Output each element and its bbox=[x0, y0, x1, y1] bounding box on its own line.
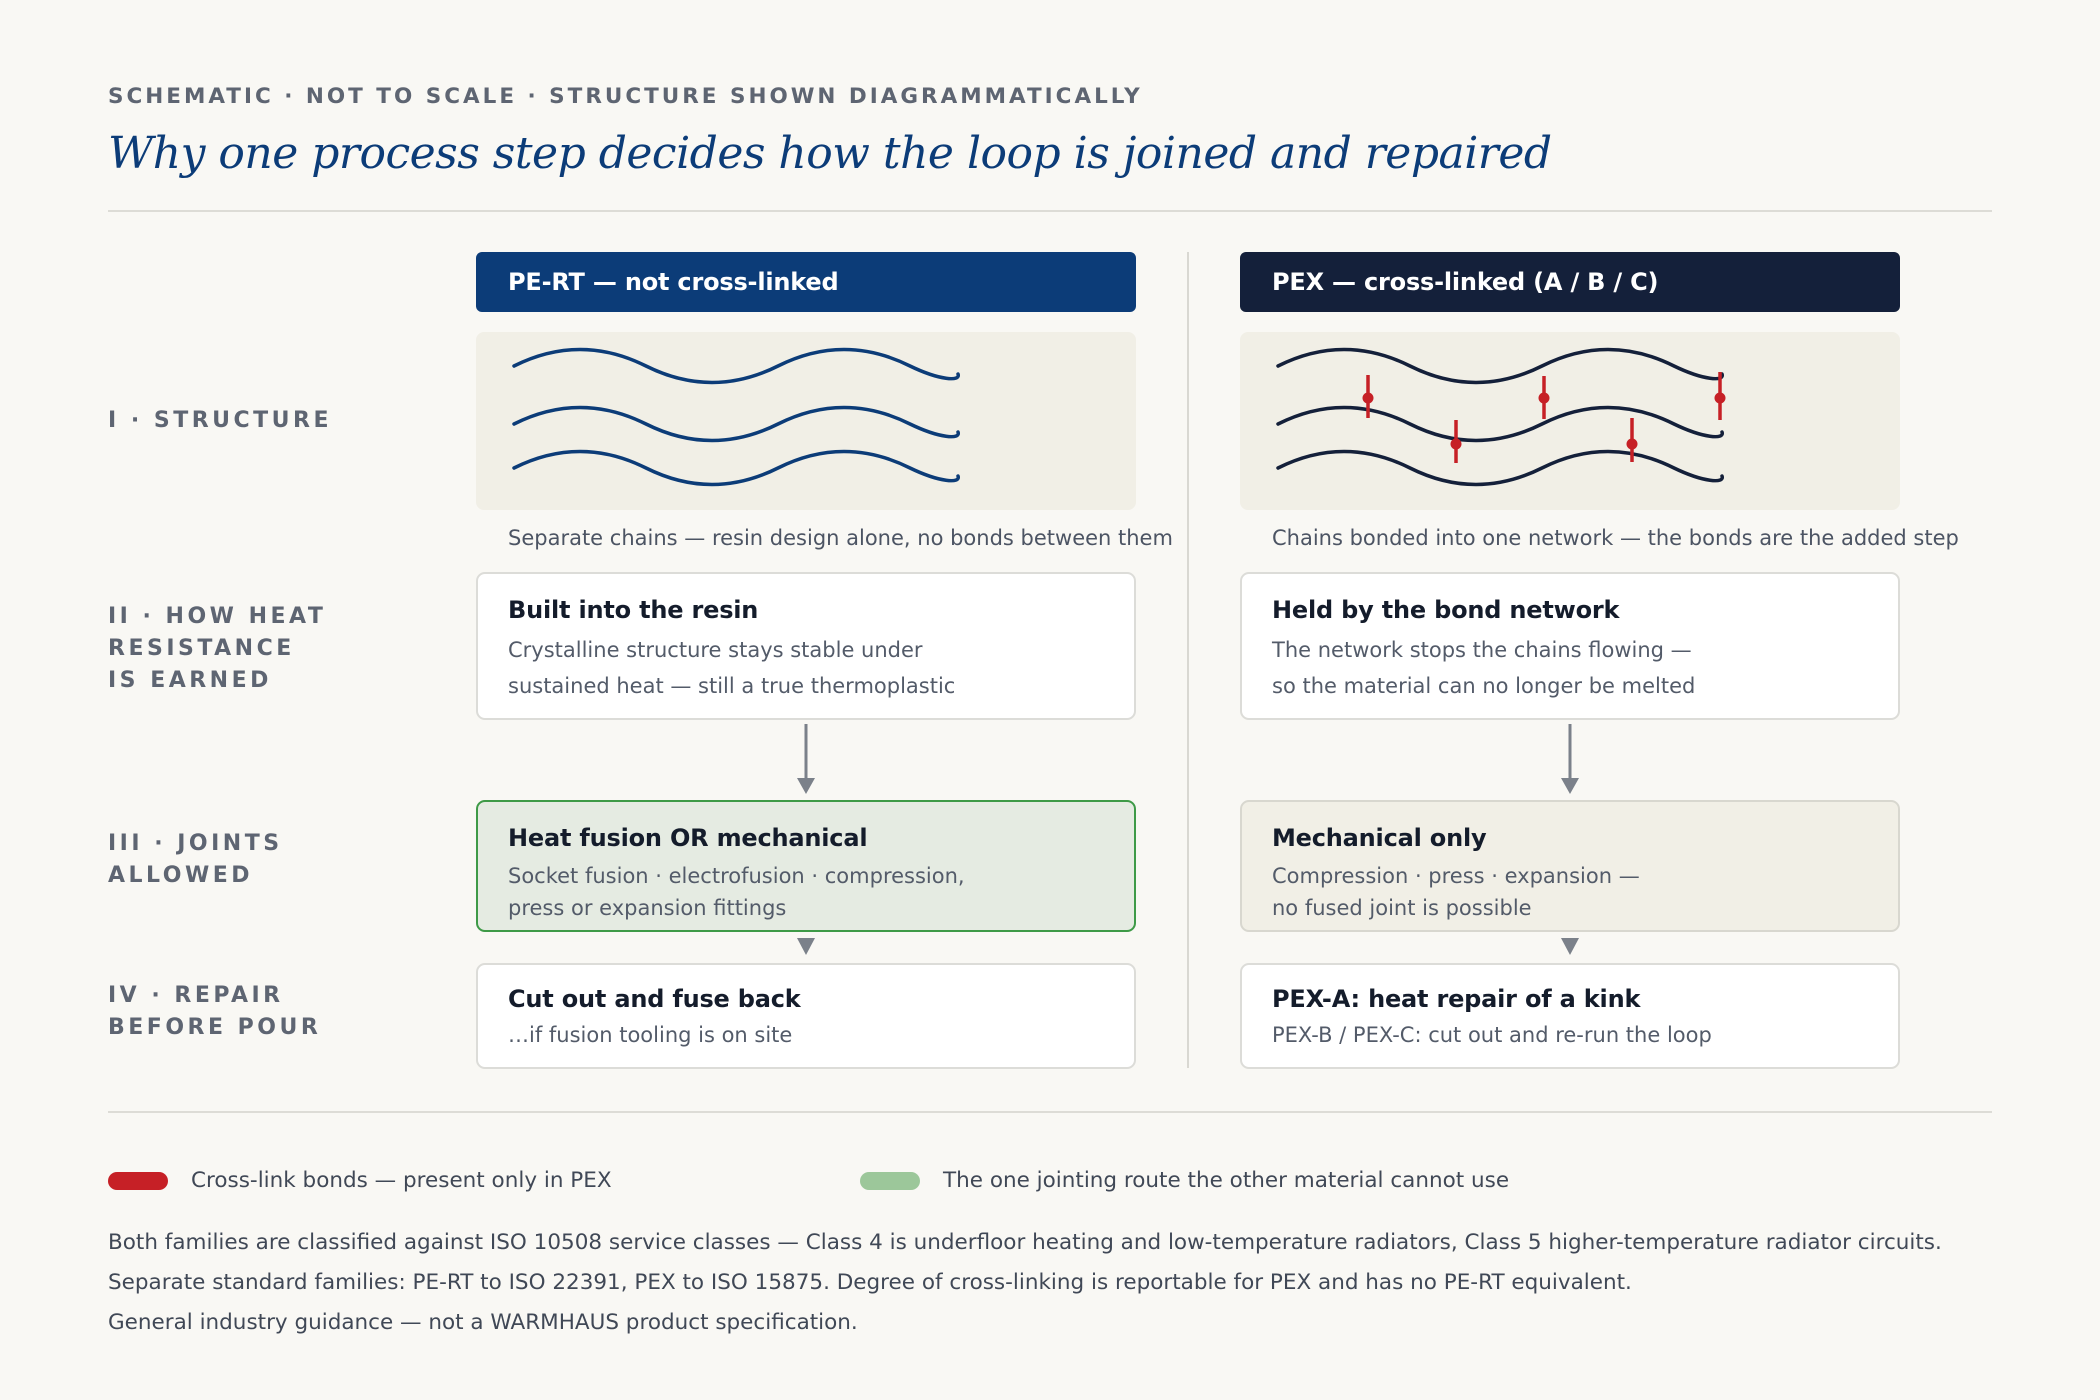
footnote-service-classes: Both families are classified against ISO 10508 service classes — Class 4 is underfloor heating and low-temperature radiators, Class 5 higher-temperature radiator circuits. bbox=[108, 1230, 1942, 1255]
pex-joints-card bbox=[1240, 800, 1900, 932]
pex-repair-line-1: PEX-B / PEX-C: cut out and re-run the loop bbox=[1272, 1023, 1712, 1047]
pex-chain-1 bbox=[1278, 350, 1722, 383]
pert-chains-illustration bbox=[476, 332, 1136, 510]
row-label-heat-resistance: II · HOW HEAT RESISTANCE IS EARNED bbox=[108, 604, 327, 693]
footnote-standards: Separate standard families: PE-RT to ISO 22391, PEX to ISO 15875. Degree of cross-linking is reportable for PEX and has no PE-RT equivalent. bbox=[108, 1270, 1632, 1295]
pex-chain-2 bbox=[1278, 408, 1722, 441]
pex-arrow-down-1 bbox=[1560, 724, 1580, 796]
pex-heat-line-2: so the material can no longer be melted bbox=[1272, 674, 1696, 698]
pert-repair-card bbox=[476, 963, 1136, 1069]
pert-joints-line-2: press or expansion fittings bbox=[508, 896, 787, 920]
top-divider bbox=[108, 210, 1992, 212]
bottom-divider bbox=[108, 1111, 1992, 1113]
pert-chain-2 bbox=[514, 408, 958, 441]
green-route-legend-swatch bbox=[860, 1172, 920, 1190]
footnote-disclaimer: General industry guidance — not a WARMHAUS product specification. bbox=[108, 1310, 858, 1335]
crosslink-legend-swatch bbox=[108, 1172, 168, 1190]
pert-heat-line-2: sustained heat — still a true thermoplastic bbox=[508, 674, 956, 698]
pert-repair-line-1: …if fusion tooling is on site bbox=[508, 1023, 793, 1047]
pert-structure-caption: Separate chains — resin design alone, no bonds between them bbox=[508, 526, 1173, 550]
pert-heat-line-1: Crystalline structure stays stable under bbox=[508, 638, 923, 662]
pex-repair-card bbox=[1240, 963, 1900, 1069]
pex-arrow-down-2 bbox=[1560, 936, 1580, 958]
pert-column-header: PE-RT — not cross-linked bbox=[476, 252, 1136, 312]
row-label-joints: III · JOINTS ALLOWED bbox=[108, 831, 283, 888]
pert-heat-title: Built into the resin bbox=[508, 596, 759, 624]
pert-arrow-down-1 bbox=[796, 724, 816, 796]
pex-chain-3 bbox=[1278, 452, 1722, 485]
pert-joints-title: Heat fusion OR mechanical bbox=[508, 824, 868, 852]
row-label-repair: IV · REPAIR BEFORE POUR bbox=[108, 983, 322, 1040]
pert-heat-card bbox=[476, 572, 1136, 720]
pert-chain-3 bbox=[514, 452, 958, 485]
pex-repair-title: PEX-A: heat repair of a kink bbox=[1272, 985, 1641, 1013]
green-route-legend-label: The one jointing route the other material cannot use bbox=[943, 1168, 1510, 1193]
pex-network-illustration bbox=[1240, 332, 1900, 510]
pex-column-header: PEX — cross-linked (A / B / C) bbox=[1240, 252, 1900, 312]
pert-arrow-down-2 bbox=[796, 936, 816, 958]
pert-joints-card bbox=[476, 800, 1136, 932]
pex-heat-line-1: The network stops the chains flowing — bbox=[1272, 638, 1692, 662]
page-title: Why one process step decides how the loop is joined and repaired bbox=[108, 128, 1552, 179]
pex-joints-line-1: Compression · press · expansion — bbox=[1272, 864, 1640, 888]
row-label-structure: I · STRUCTURE bbox=[108, 408, 333, 433]
pex-heat-card bbox=[1240, 572, 1900, 720]
pex-joints-title: Mechanical only bbox=[1272, 824, 1487, 852]
pex-structure-caption: Chains bonded into one network — the bonds are the added step bbox=[1272, 526, 1959, 550]
crosslink-legend-label: Cross-link bonds — present only in PEX bbox=[191, 1168, 612, 1193]
pert-joints-line-1: Socket fusion · electrofusion · compression, bbox=[508, 864, 965, 888]
pert-repair-title: Cut out and fuse back bbox=[508, 985, 801, 1013]
pert-structure-panel bbox=[476, 332, 1136, 510]
pert-chain-1 bbox=[514, 350, 958, 383]
column-divider bbox=[1187, 252, 1189, 1068]
pex-structure-panel bbox=[1240, 332, 1900, 510]
pex-heat-title: Held by the bond network bbox=[1272, 596, 1620, 624]
pex-joints-line-2: no fused joint is possible bbox=[1272, 896, 1532, 920]
eyebrow-caption: SCHEMATIC · NOT TO SCALE · STRUCTURE SHOWN DIAGRAMMATICALLY bbox=[108, 84, 1143, 109]
